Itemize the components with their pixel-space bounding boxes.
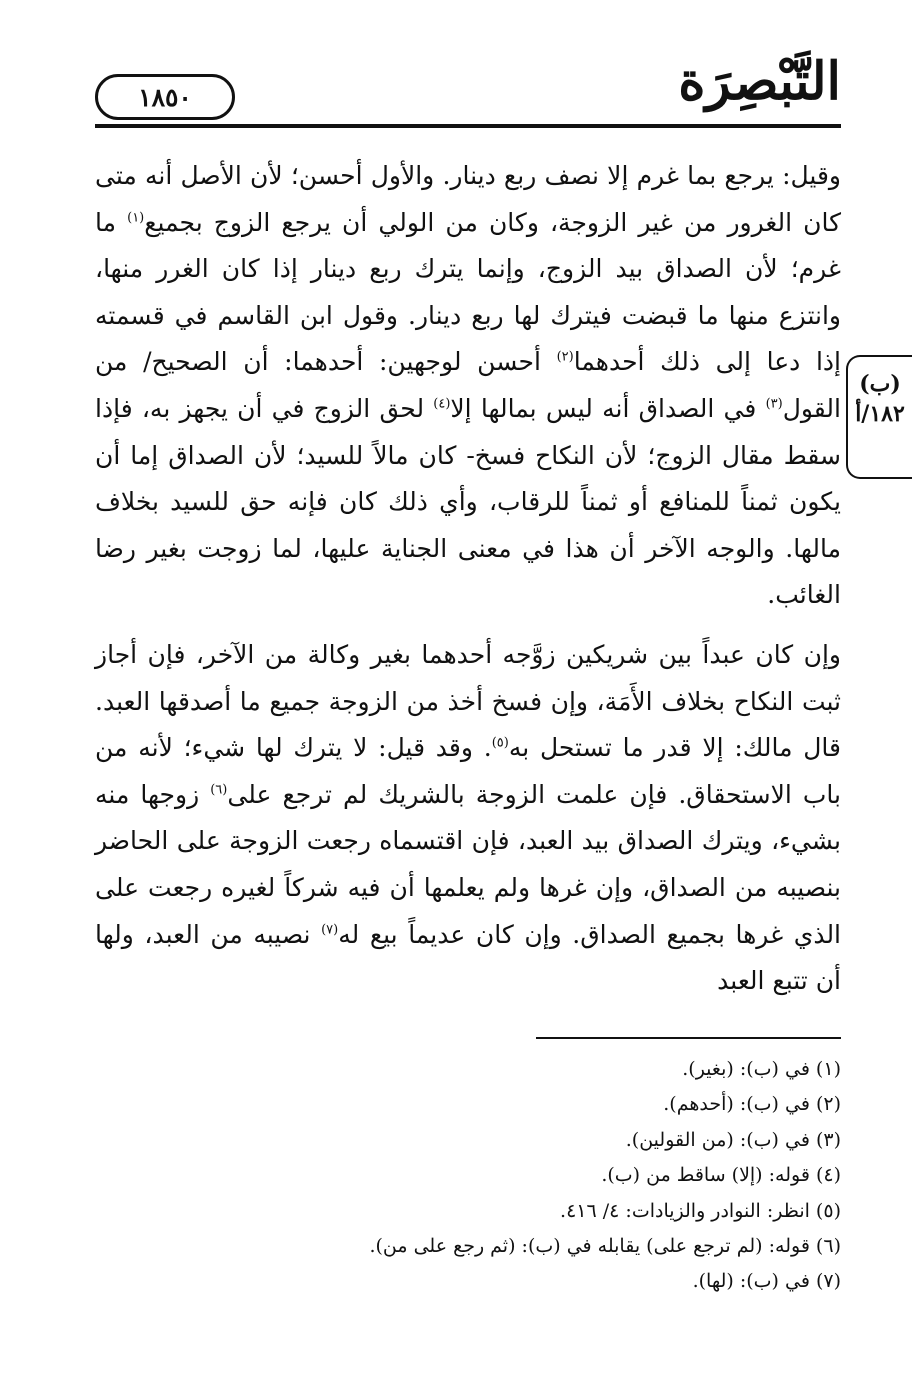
footnote-divider bbox=[536, 1037, 841, 1039]
text-segment: في الصداق أنه ليس بمالها إلا bbox=[450, 393, 766, 423]
text-segment: أحسن لوجهين: أحدهما: أن الصحيح/ من القول bbox=[95, 347, 841, 423]
text-segment: . وقد قيل: لا يترك لها شيء؛ لأنه من باب الاستحقاق. فإن علمت الزوجة بالشريك لم ترجع على bbox=[95, 733, 841, 809]
text-segment: ما غرم؛ لأن الصداق بيد الزوج، وإنما يترك ربع دينار إذا كان الغرر منها، وانتزع منها ما قبضت فيترك لها ربع دينار. وقول ابن القاسم في قسمته إذا دعا إلى ذلك أحدهما bbox=[95, 207, 841, 377]
main-text bbox=[95, 153, 841, 1005]
text-segment: وقيل: يرجع بما غرم إلا نصف ربع دينار. والأول أحسن؛ لأن الأصل أنه متى كان الغرور من غير الزوجة، وكان من الولي أن يرجع الزوج بجميع bbox=[95, 161, 841, 237]
footnote-ref: (٢) bbox=[556, 350, 574, 366]
footnote-ref: (٤) bbox=[433, 396, 451, 412]
footnote: (٦) قوله: (لم ترجع على) يقابله في (ب): (ثم رجع على من). bbox=[369, 1235, 841, 1258]
margin-note-line: (ب) bbox=[859, 371, 901, 397]
header-rule bbox=[95, 124, 841, 128]
page-header bbox=[95, 51, 841, 130]
footnote: (٤) قوله: (إلا) ساقط من (ب). bbox=[601, 1164, 841, 1187]
footnote: (٧) في (ب): (لها). bbox=[692, 1270, 841, 1293]
footnote-ref: (٦) bbox=[210, 782, 228, 798]
text-segment: وإن كان عبداً بين شريكين زوَّجه أحدهما بغير وكالة من الآخر، فإن أجاز ثبت النكاح بخلاف الأَمَة، وإن فسخ أخذ من الزوجة جميع ما أصدقها العبد. قال مالك: إلا قدر ما تستحل به bbox=[95, 639, 841, 763]
book-title: التَّبْصِرَة bbox=[678, 51, 841, 112]
text-segment: زوجها منه بشيء، ويترك الصداق بيد العبد، فإن اقتسماه رجعت الزوجة على الحاضر بنصيبه من الصداق، وإن غرها ولم يعلمها أن فيه شركاً لغيره رجعت على الذي غرها بجميع الصداق. وإن كان عديماً بيع له bbox=[95, 779, 842, 949]
text-segment: نصيبه من العبد، ولها أن تتبع العبد bbox=[95, 919, 841, 996]
footnote-ref: (١) bbox=[127, 210, 145, 226]
footnote: (١) في (ب): (بغير). bbox=[682, 1058, 841, 1080]
text-segment: لحق الزوج في أن يجهز به، فإذا سقط مقال الزوج؛ لأن النكاح فسخ- كان مالاً للسيد؛ لأن الصداق إما أن يكون ثمناً للمنافع أو ثمناً للرقاب، وأي ذلك كان فإنه حق للسيد بخلاف مالها. والوجه الآخر أن هذا في معنى الجناية عليها، لما زوجت بغير رضا الغائب. bbox=[95, 393, 841, 610]
paragraph bbox=[95, 153, 841, 619]
footnote-ref: (٥) bbox=[491, 735, 509, 751]
footnote-ref: (٣) bbox=[765, 396, 783, 412]
footnote: (٣) في (ب): (من القولين). bbox=[625, 1128, 841, 1151]
footnote: (٢) في (ب): (أحدهم). bbox=[663, 1093, 841, 1116]
footnotes bbox=[95, 1052, 841, 1300]
margin-note-line: ١٨٢/أ bbox=[855, 401, 905, 427]
page-number: ١٨٥٠ bbox=[95, 74, 235, 120]
footnote-ref: (٧) bbox=[321, 922, 339, 938]
paragraph bbox=[95, 632, 841, 1005]
margin-manuscript-note bbox=[846, 355, 912, 479]
footnote: (٥) انظر: النوادر والزيادات: ٤/ ٤١٦. bbox=[560, 1199, 841, 1222]
